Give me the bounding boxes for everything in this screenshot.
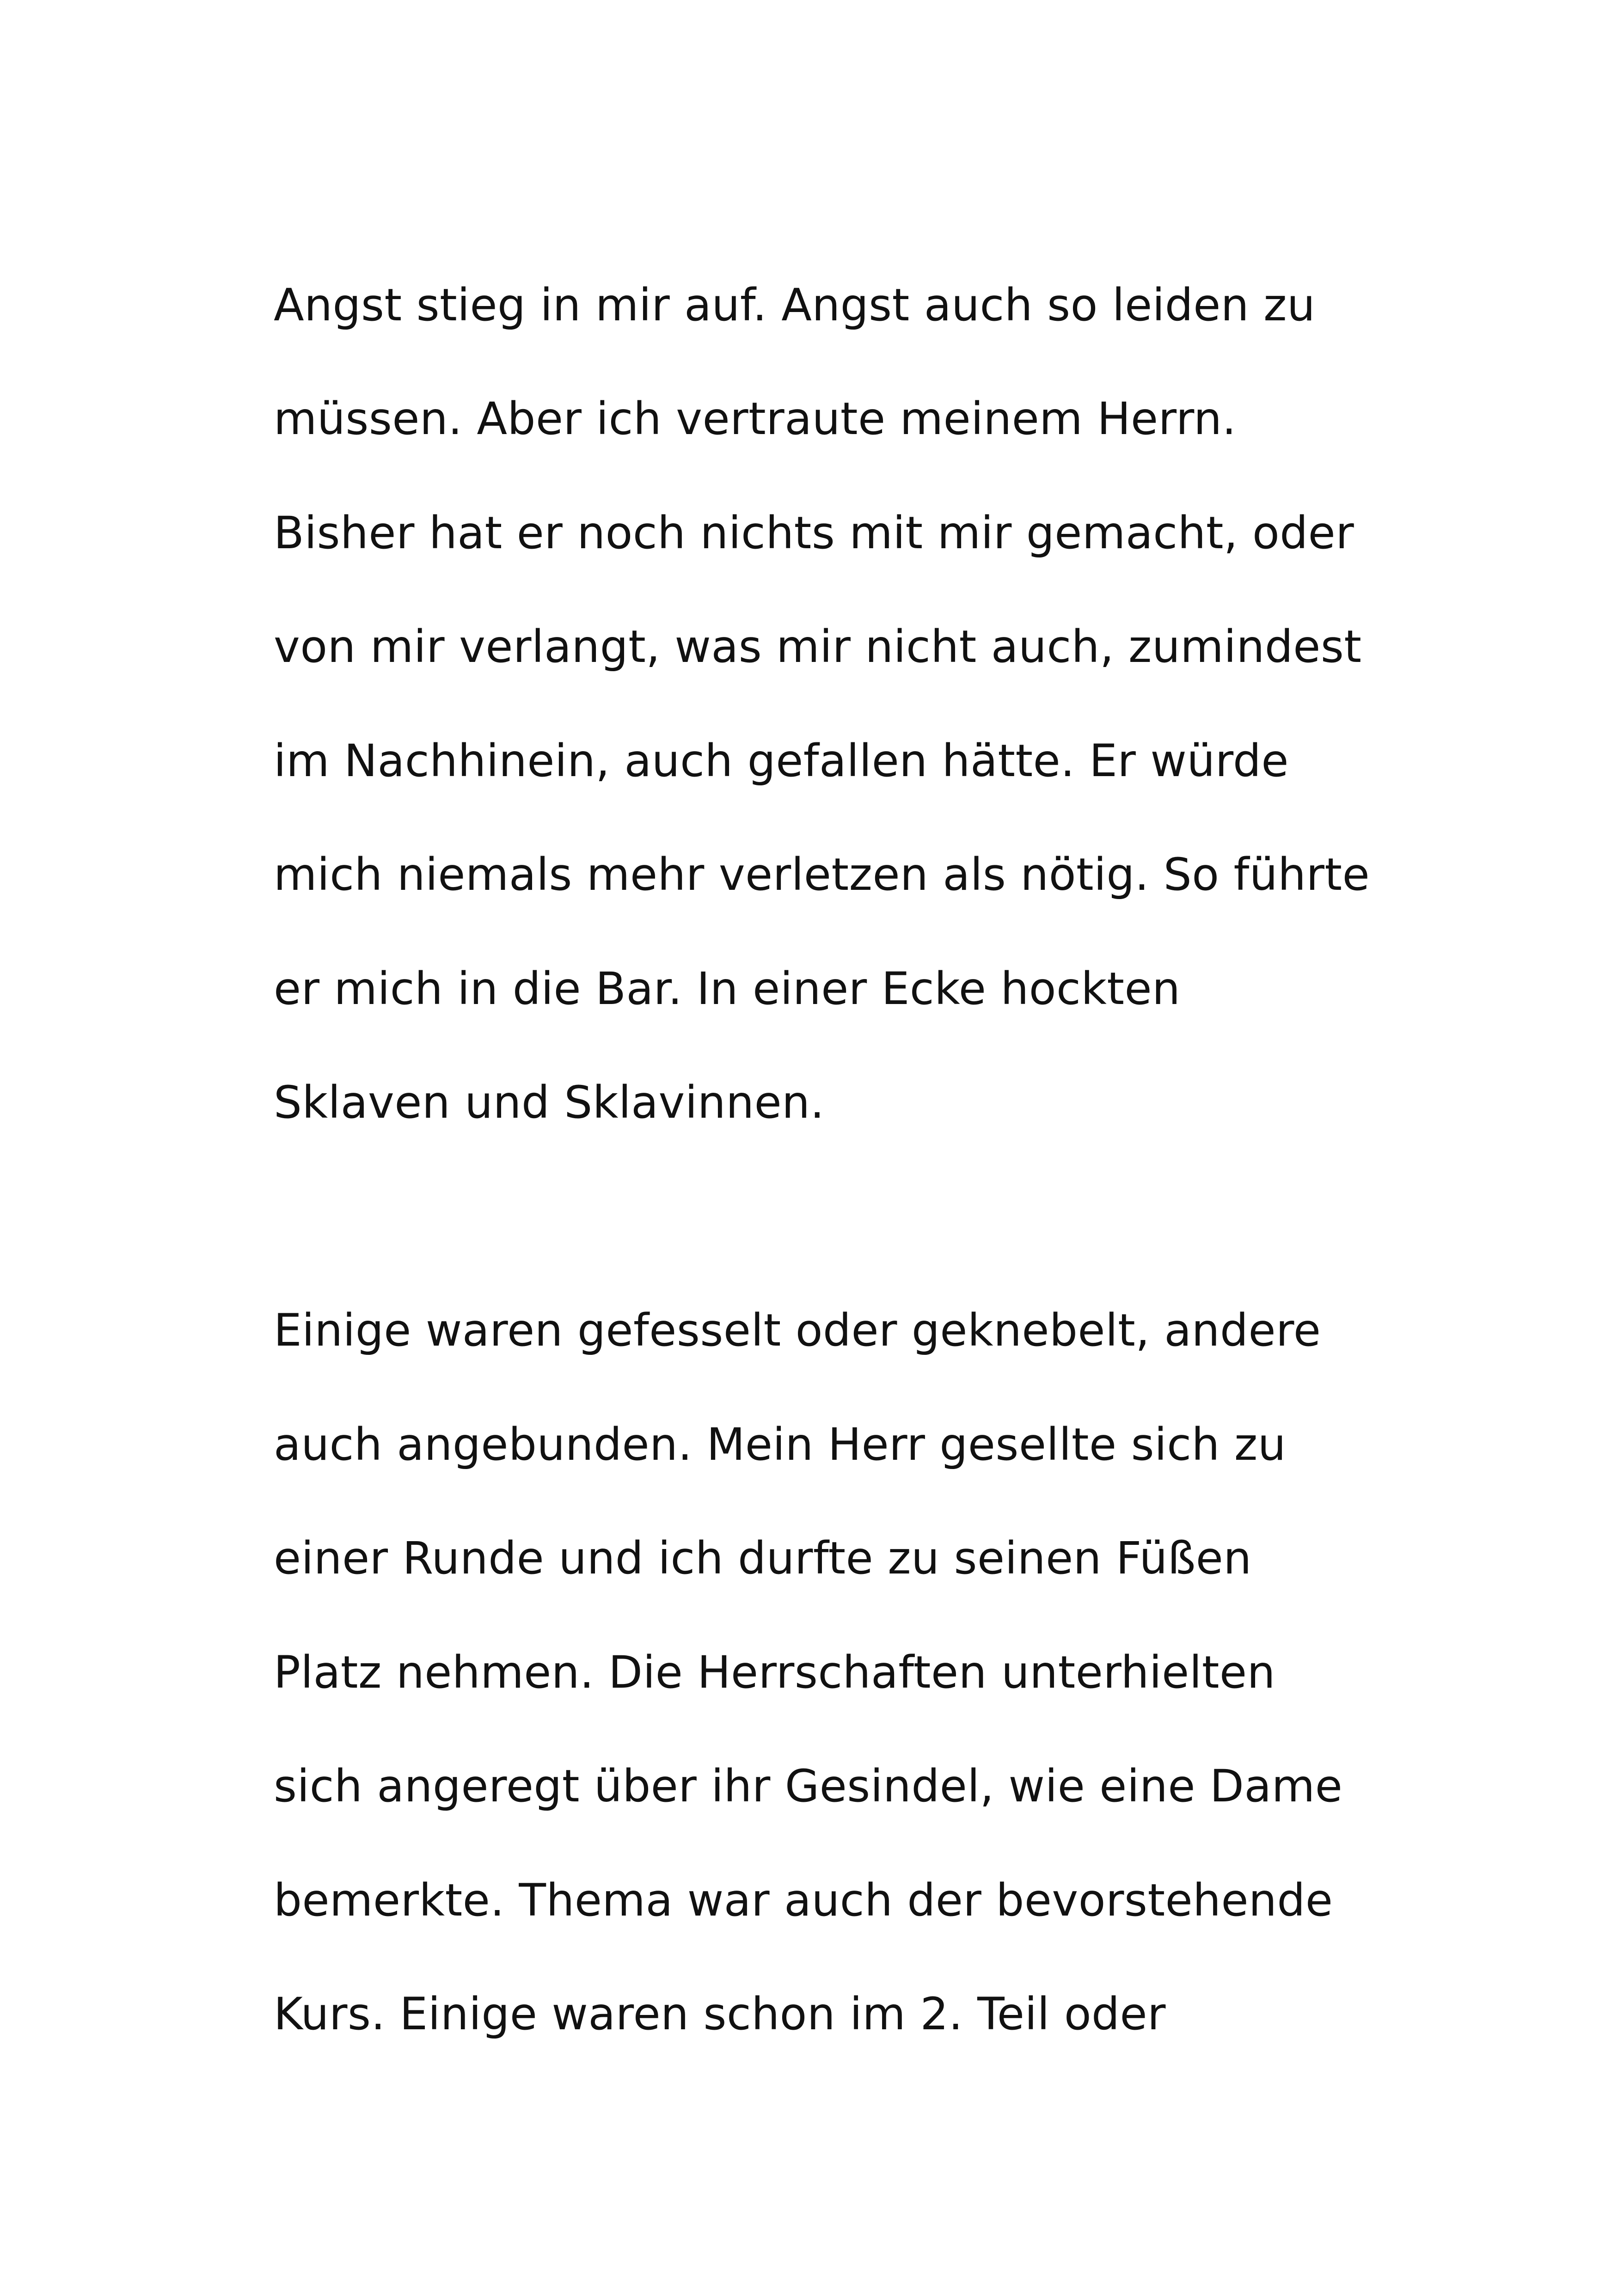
text-line: müssen. Aber ich vertraute meinem Herrn. [274,393,1237,445]
text-line: sich angeregt über ihr Gesindel, wie eine Dame [274,1760,1343,1812]
text-line: Angst stieg in mir auf. Angst auch so leiden zu [274,279,1316,331]
text-line: Einige waren gefesselt oder geknebelt, andere [274,1304,1321,1356]
text-line: mich niemals mehr verletzen als nötig. So führte [274,849,1370,900]
text-line: Kurs. Einige waren schon im 2. Teil oder [274,1988,1166,2040]
text-line: von mir verlangt, was mir nicht auch, zumindest [274,621,1362,673]
text-line: Sklaven und Sklavinnen. [274,1077,825,1128]
text-line: auch angebunden. Mein Herr gesellte sich zu [274,1419,1287,1470]
text-line: im Nachhinein, auch gefallen hätte. Er würde [274,735,1289,787]
text-line: bemerkte. Thema war auch der bevorstehende [274,1874,1333,1926]
text-line: einer Runde und ich durfte zu seinen Füßen [274,1532,1252,1584]
text-line: er mich in die Bar. In einer Ecke hockten [274,963,1181,1015]
text-line: Bisher hat er noch nichts mit mir gemacht, oder [274,507,1354,559]
text-line: Platz nehmen. Die Herrschaften unterhielten [274,1647,1275,1698]
